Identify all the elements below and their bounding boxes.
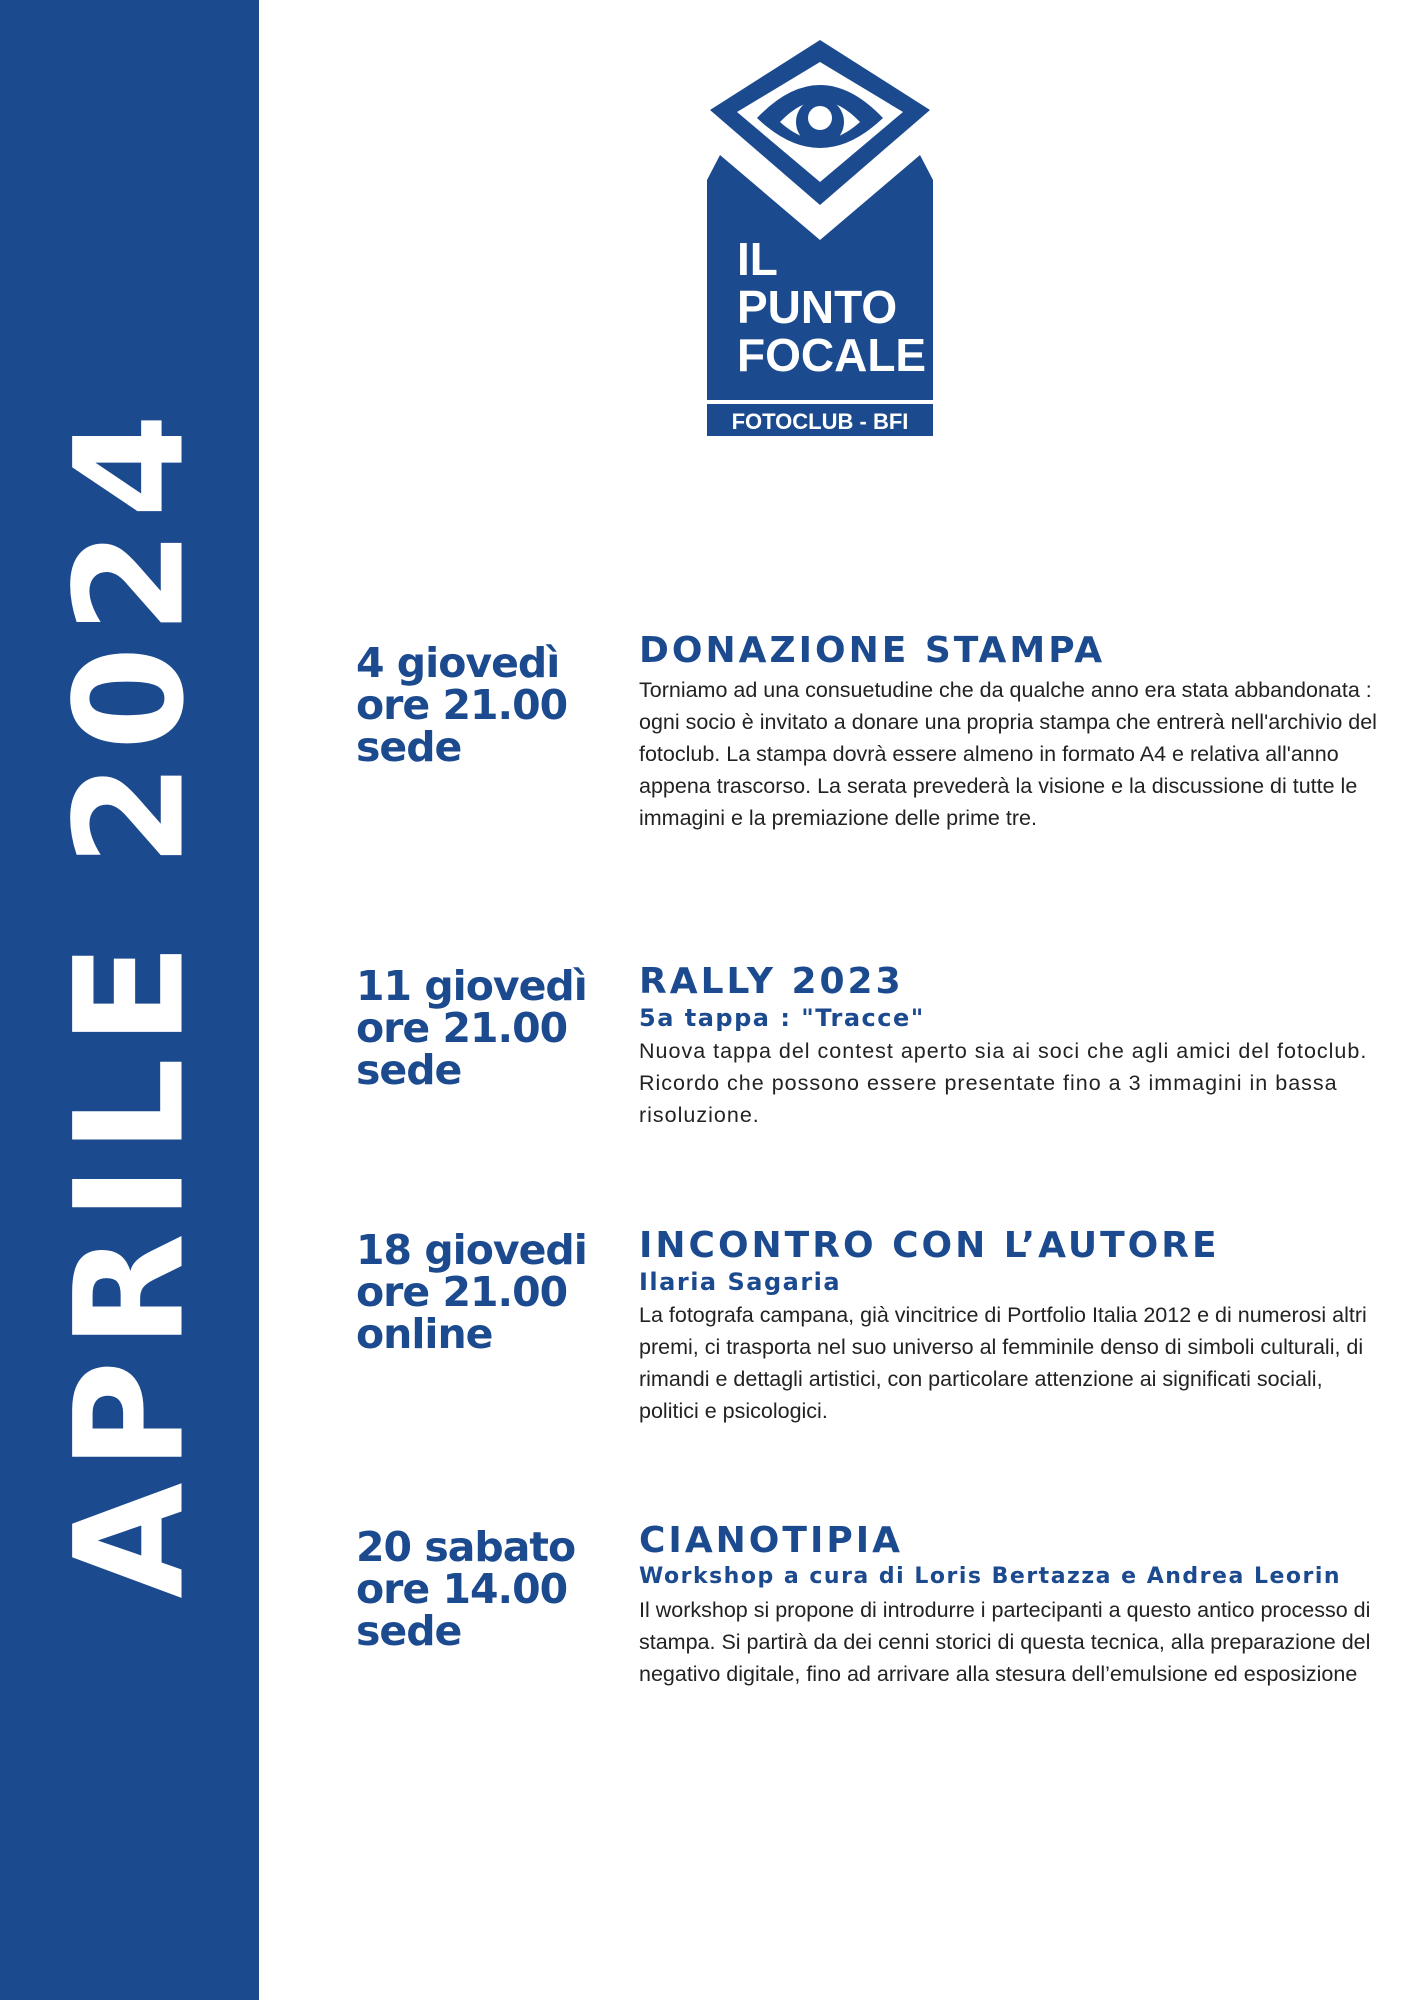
event-day: 11 giovedì [356,962,587,1010]
event-description: Torniamo ad una consuetudine che da qualche anno era stata abbandonata : ogni socio è invitato a donare una propria stampa che entrerà nell'archivio del fotoclub. La stampa dovrà essere almeno in formato A4 e relativa all'anno appena trascorso. La serata prevederà la visione e la discussione di tutte le immagini e la premiazione delle prime tre. [639,678,1377,830]
event-title: DONAZIONE STAMPA [639,630,1106,671]
event-info [639,961,1379,1131]
event-place: sede [356,1607,462,1655]
logo-line1: IL [737,233,778,285]
eye-icon [796,98,844,146]
event-info [639,1520,1379,1690]
event-subtitle: Workshop a cura di Loris Bertazza e Andrea Leorin [639,1564,1342,1589]
event-title: CIANOTIPIA [639,1520,903,1561]
event-info [639,630,1379,834]
club-logo [705,40,935,460]
event-day: 4 giovedì [356,639,560,687]
event-day: 18 giovedi [356,1226,587,1274]
event-time: ore 21.00 [356,681,568,729]
event-place: sede [356,723,462,771]
event-when [356,1523,596,1655]
event-time: ore 14.00 [356,1565,568,1613]
month-sidebar [0,0,259,2000]
event-time: ore 21.00 [356,1004,568,1052]
event-when [356,962,596,1094]
event-info [639,1225,1379,1427]
event-description: La fotografa campana, già vincitrice di Portfolio Italia 2012 e di numerosi altri premi, ci trasporta nel suo universo al femminile denso di simboli culturali, di rimandi e dettagli artistici, con particolare attenzione ai significati sociali, politici e psicologici. [639,1303,1367,1423]
event-time: ore 21.00 [356,1268,568,1316]
event-title: INCONTRO CON L’AUTORE [639,1225,1220,1266]
event-subtitle: 5a tappa : "Tracce" [639,1004,925,1032]
month-title: APRILE 2024 [43,401,217,1599]
event-description: Nuova tappa del contest aperto sia ai soci che agli amici del fotoclub. Ricordo che possono essere presentate fino a 3 immagini in bassa risoluzione. [639,1039,1368,1127]
event-title: RALLY 2023 [639,961,904,1002]
logo-line2: PUNTO [737,281,898,333]
event-description: Il workshop si propone di introdurre i partecipanti a questo antico processo di stampa. Si partirà da dei cenni storici di questa tecnica, alla preparazione del negativo digitale, fino ad arrivare alla stesura dell’emulsione ed esposizione [639,1598,1371,1686]
logo-line3: FOCALE [737,329,927,381]
logo-band-text: FOTOCLUB - BFI [731,409,909,434]
event-place: online [356,1310,493,1358]
event-when [356,639,596,771]
event-when [356,1226,596,1358]
event-subtitle: Ilaria Sagaria [639,1268,842,1296]
event-place: sede [356,1046,462,1094]
event-day: 20 sabato [356,1523,576,1571]
